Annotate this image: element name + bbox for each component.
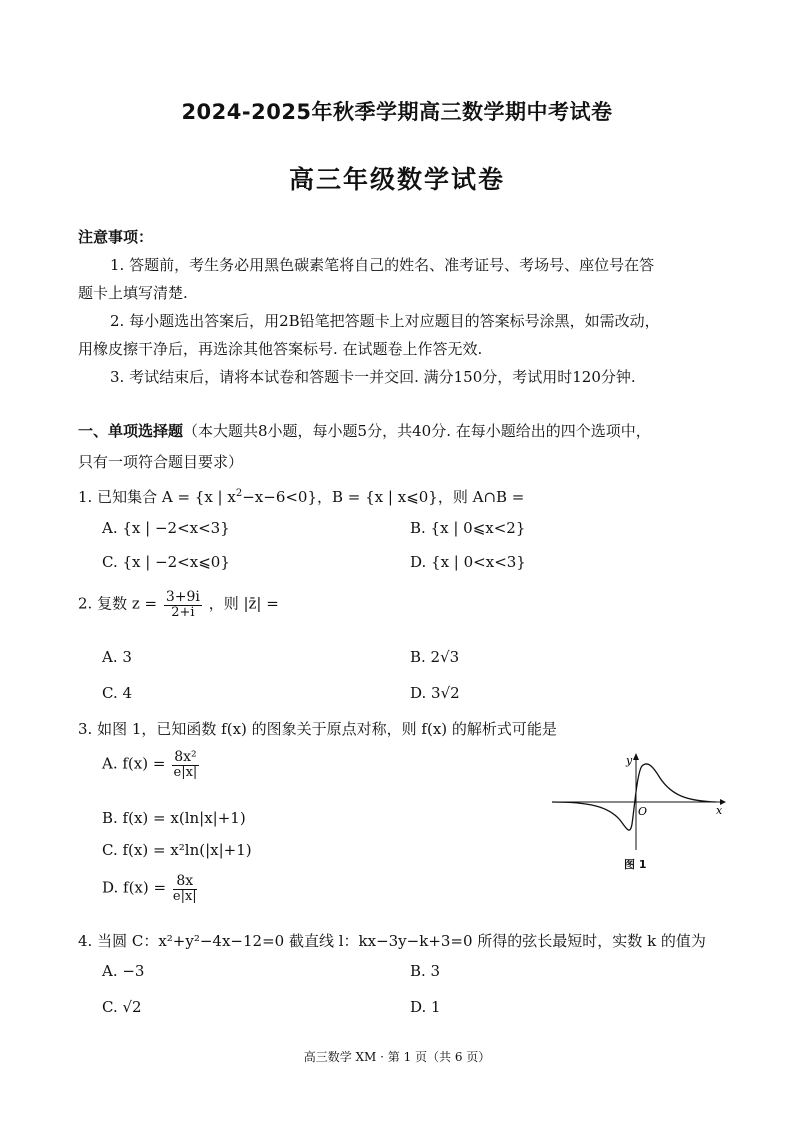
q3-option-d-num: 8x [173,874,197,890]
section-1-title: 一、单项选择题 [78,422,184,440]
graph-y-label: y [626,754,633,767]
q3-option-a [102,750,201,779]
q3-stem: 3. 如图 1，已知函数 f(x) 的图象关于原点对称，则 f(x) 的解析式可能是 [78,720,557,738]
q3-option-b: B. f(x) = x(ln|x|+1) [102,809,246,827]
q2-stem [78,590,279,619]
q2-stem-b: ，则 |z̄| = [208,594,279,613]
q2-option-b: B. 2√3 [410,648,460,666]
figure-1-graph [548,752,728,852]
q3-option-a-num: 8x² [174,749,197,765]
q1-option-d: D. {x | 0<x<3} [410,553,526,571]
q3-option-d-fraction [173,874,197,903]
q2-option-a: A. 3 [102,648,132,666]
graph-x-label: x [716,804,723,817]
q4-option-b: B. 3 [410,962,441,980]
notice-item-1-line-2: 题卡上填写清楚. [78,284,188,302]
q4-option-d: D. 1 [410,998,441,1016]
page-footer: 高三数学 XM · 第 1 页（共 6 页） [303,1050,491,1064]
q3-option-c: C. f(x) = x²ln(|x|+1) [102,841,252,859]
q3-option-a-den: e|x| [173,764,198,780]
q4-option-c: C. √2 [102,998,142,1016]
notice-item-2-line-2: 用橡皮擦干净后，再选涂其他答案标号. 在试题卷上作答无效. [78,340,483,358]
figure-1-caption: 图 1 [624,858,647,871]
q3-option-d-label: D. f(x) = [102,878,167,897]
q2-option-d: D. 3√2 [410,684,460,702]
section-1-desc-1: （本大题共8小题，每小题5分，共40分. 在每小题给出的四个选项中， [183,422,651,440]
graph-curve [552,764,716,830]
section-1-desc-2: 只有一项符合题目要求） [78,453,244,471]
graph-origin-label: O [638,805,648,818]
q4-stem: 4. 当圆 C：x²+y²−4x−12=0 截直线 l：kx−3y−k+3=0 所得的弦长最短时，实数 k 的值为 [78,932,706,950]
q2-option-c: C. 4 [102,684,133,702]
q3-option-a-fraction [172,750,198,779]
q3-option-a-label: A. f(x) = [102,754,166,773]
q1-option-c: C. {x | −2<x⩽0} [102,553,230,571]
q1-stem: 1. 已知集合 A = {x | $x^2-x-6<0$}，B = {x | x⩽0}，则 A∩B = [78,488,525,506]
q1-stem-a: 1. 已知集合 A = {x | x [78,488,236,506]
graph-y-arrow [633,753,639,760]
q4-option-a: A. −3 [102,962,145,980]
q3-option-d-den: e|x| [172,888,197,904]
notice-label: 注意事项： [78,228,154,246]
q2-denominator: 2+i [171,604,195,620]
q1-option-b: B. {x | 0⩽x<2} [410,519,526,537]
notice-item-3: 3. 考试结束后，请将本试卷和答题卡一并交回. 满分150分，考试用时120分钟. [110,368,636,386]
notice-item-1-line-1: 1. 答题前，考生务必用黑色碳素笔将自己的姓名、准考证号、考场号、座位号在答 [110,256,655,274]
notice-item-2-line-1: 2. 每小题选出答案后，用2B铅笔把答题卡上对应题目的答案标号涂黑，如需改动， [110,312,660,330]
exam-title: 2024-2025年秋季学期高三数学期中考试卷 [181,100,613,124]
q2-fraction [164,590,202,619]
paper-title: 高三年级数学试卷 [288,165,505,194]
q1-option-a: A. {x | −2<x<3} [102,519,230,537]
q1-stem-b: −x−6<0}，B = {x | x⩽0}，则 A∩B = [242,488,525,506]
section-1-heading [78,420,651,441]
q2-numerator: 3+9i [165,589,200,605]
q3-option-d [102,874,199,903]
q2-stem-a: 2. 复数 z = [78,594,158,613]
